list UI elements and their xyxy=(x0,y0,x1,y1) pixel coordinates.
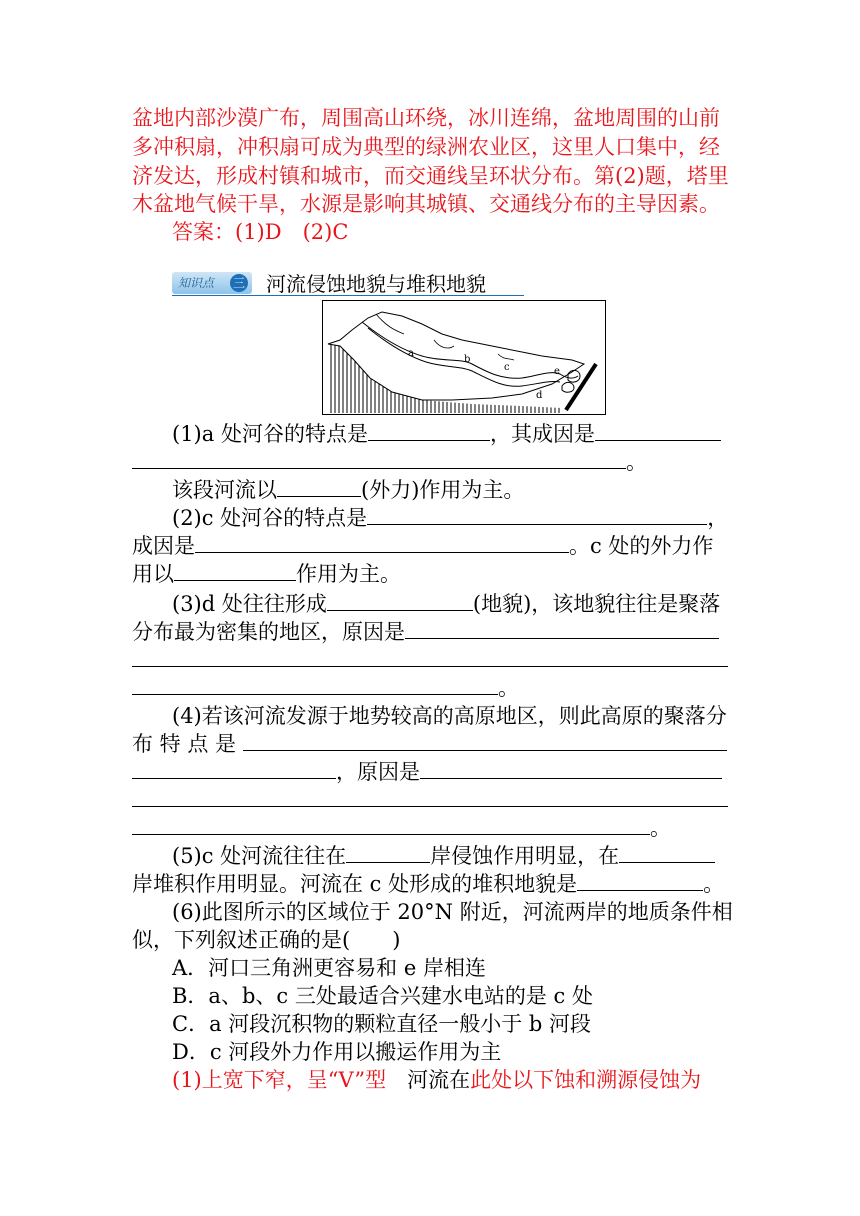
q3-reason-label: 分布最为密集的地区，原因是 xyxy=(132,620,405,644)
q2-blank-feature xyxy=(367,504,707,525)
q5-prompt: (5)c 处河流往往在 xyxy=(172,844,347,868)
q1-line-3 xyxy=(172,476,524,504)
q6-option-a: A．河口三角洲更容易和 e 岸相连 xyxy=(172,956,486,980)
answer-bottom-part1: (1)上宽下窄，呈“V”型 xyxy=(172,1068,387,1092)
q3-blank-reason-c xyxy=(132,674,498,695)
figure-label-d: d xyxy=(536,390,543,401)
q3-line-4 xyxy=(132,674,519,702)
q1-force-label: 该段河流以 xyxy=(172,478,277,502)
q2-cause-label: 成因是 xyxy=(132,534,195,558)
knowledge-point-badge-label: 知识点 xyxy=(178,276,215,290)
knowledge-point-badge xyxy=(172,272,252,294)
q5-end: 。 xyxy=(703,872,725,896)
q3-blank-reason-b xyxy=(132,646,728,667)
q5-blank-erosion-bank xyxy=(346,842,430,863)
q2-force-suffix: 作用为主。 xyxy=(296,562,401,586)
q1-blank-cause-b xyxy=(132,448,626,469)
figure-label-e: e xyxy=(554,366,560,377)
q1-prompt: (1)a 处河谷的特点是 xyxy=(172,422,368,446)
q2-blank-force xyxy=(174,560,296,581)
knowledge-point-title: 河流侵蚀地貌与堆积地貌 xyxy=(266,272,486,296)
figure-label-a: a xyxy=(408,348,414,359)
q5-line-1 xyxy=(172,842,715,870)
answer-line xyxy=(172,218,348,246)
q6-option-c: C．a 河段沉积物的颗粒直径一般小于 b 河段 xyxy=(172,1012,592,1036)
q1-force-suffix: (外力)作用为主。 xyxy=(361,478,525,502)
river-valley-figure xyxy=(322,300,606,415)
q2-line-3 xyxy=(132,560,401,588)
q6-line-1: (6)此图所示的区域位于 20°N 附近，河流两岸的地质条件相 xyxy=(172,900,733,924)
q5-middle: 岸侵蚀作用明显，在 xyxy=(430,844,620,868)
knowledge-point-number: 三 xyxy=(230,274,248,292)
q3-landform-suffix: (地貌)，该地貌往往是聚落 xyxy=(472,592,721,616)
q1-line-2 xyxy=(132,448,647,476)
figure-label-b: b xyxy=(464,354,471,365)
q1-blank-force xyxy=(277,476,361,497)
q4-line-1: (4)若该河流发源于地势较高的高原地区，则此高原的聚落分 xyxy=(172,704,727,728)
q1-cause-label: ，其成因是 xyxy=(489,422,595,446)
q3-line-3 xyxy=(132,646,728,674)
q2-force-label: 。c 处的外力作 xyxy=(569,534,714,558)
q2-line-1 xyxy=(172,504,728,532)
q5-blank-deposit-bank xyxy=(619,842,715,863)
q4-line-5 xyxy=(132,814,671,842)
explanation-line-4: 木盆地气候干旱，水源是影响其城镇、交通线分布的主导因素。 xyxy=(132,192,720,216)
q4-blank-reason-b xyxy=(132,786,728,807)
q3-line-1 xyxy=(172,590,720,618)
q2-prompt: (2)c 处河谷的特点是 xyxy=(172,506,368,530)
q2-comma: ， xyxy=(707,506,729,530)
q4-line-4 xyxy=(132,786,728,814)
q3-blank-reason-a xyxy=(405,618,719,639)
q3-line-2 xyxy=(132,618,719,646)
q2-force-prefix: 用以 xyxy=(132,562,174,586)
q3-prompt: (3)d 处往往形成 xyxy=(172,592,327,616)
q4-line-3 xyxy=(132,758,722,786)
q6-option-b: B．a、b、c 三处最适合兴建水电站的是 c 处 xyxy=(172,984,593,1008)
q5-blank-landform xyxy=(577,870,703,891)
q1-blank-cause-a xyxy=(595,420,721,441)
q6-option-d: D．c 河段外力作用以搬运作用为主 xyxy=(172,1040,502,1064)
q2-line-2 xyxy=(132,532,713,560)
answer-bottom-part2: 河流在 xyxy=(386,1068,471,1092)
q3-blank-landform xyxy=(327,590,473,611)
figure-label-c: c xyxy=(504,362,510,373)
q1-end: 。 xyxy=(626,450,647,474)
q2-blank-cause xyxy=(195,532,569,553)
answer-value: (1)D (2)C xyxy=(235,220,349,244)
explanation-line-2: 多冲积扇，冲积扇可成为典型的绿洲农业区，这里人口集中，经 xyxy=(132,135,720,159)
q4-blank-reason-c xyxy=(132,814,650,835)
q1-blank-feature xyxy=(368,420,490,441)
q4-line-2 xyxy=(132,730,727,758)
q4-blank-feature-a xyxy=(243,730,727,751)
explanation-line-3: 济发达，形成村镇和城市，而交通线呈环状分布。第(2)题，塔里 xyxy=(132,164,729,188)
q1-line-1 xyxy=(172,420,721,448)
heading-underline xyxy=(172,295,524,296)
q4-feature-label: 布 特 点 是 xyxy=(132,732,237,756)
q3-end: 。 xyxy=(498,676,519,700)
q6-line-2: 似，下列叙述正确的是( ) xyxy=(132,928,401,952)
answer-label: 答案： xyxy=(172,220,235,244)
q5-landform-label: 岸堆积作用明显。河流在 c 处形成的堆积地貌是 xyxy=(132,872,578,896)
q4-blank-feature-b xyxy=(132,758,336,779)
answer-bottom-line xyxy=(172,1066,701,1094)
q4-reason-label: ，原因是 xyxy=(336,760,420,784)
explanation-line-1: 盆地内部沙漠广布，周围高山环绕，冰川连绵，盆地周围的山前 xyxy=(132,106,720,130)
q4-blank-reason-a xyxy=(420,758,722,779)
answer-bottom-part3: 此处以下蚀和溯源侵蚀为 xyxy=(470,1068,702,1092)
q4-end: 。 xyxy=(650,816,671,840)
q5-line-2 xyxy=(132,870,724,898)
